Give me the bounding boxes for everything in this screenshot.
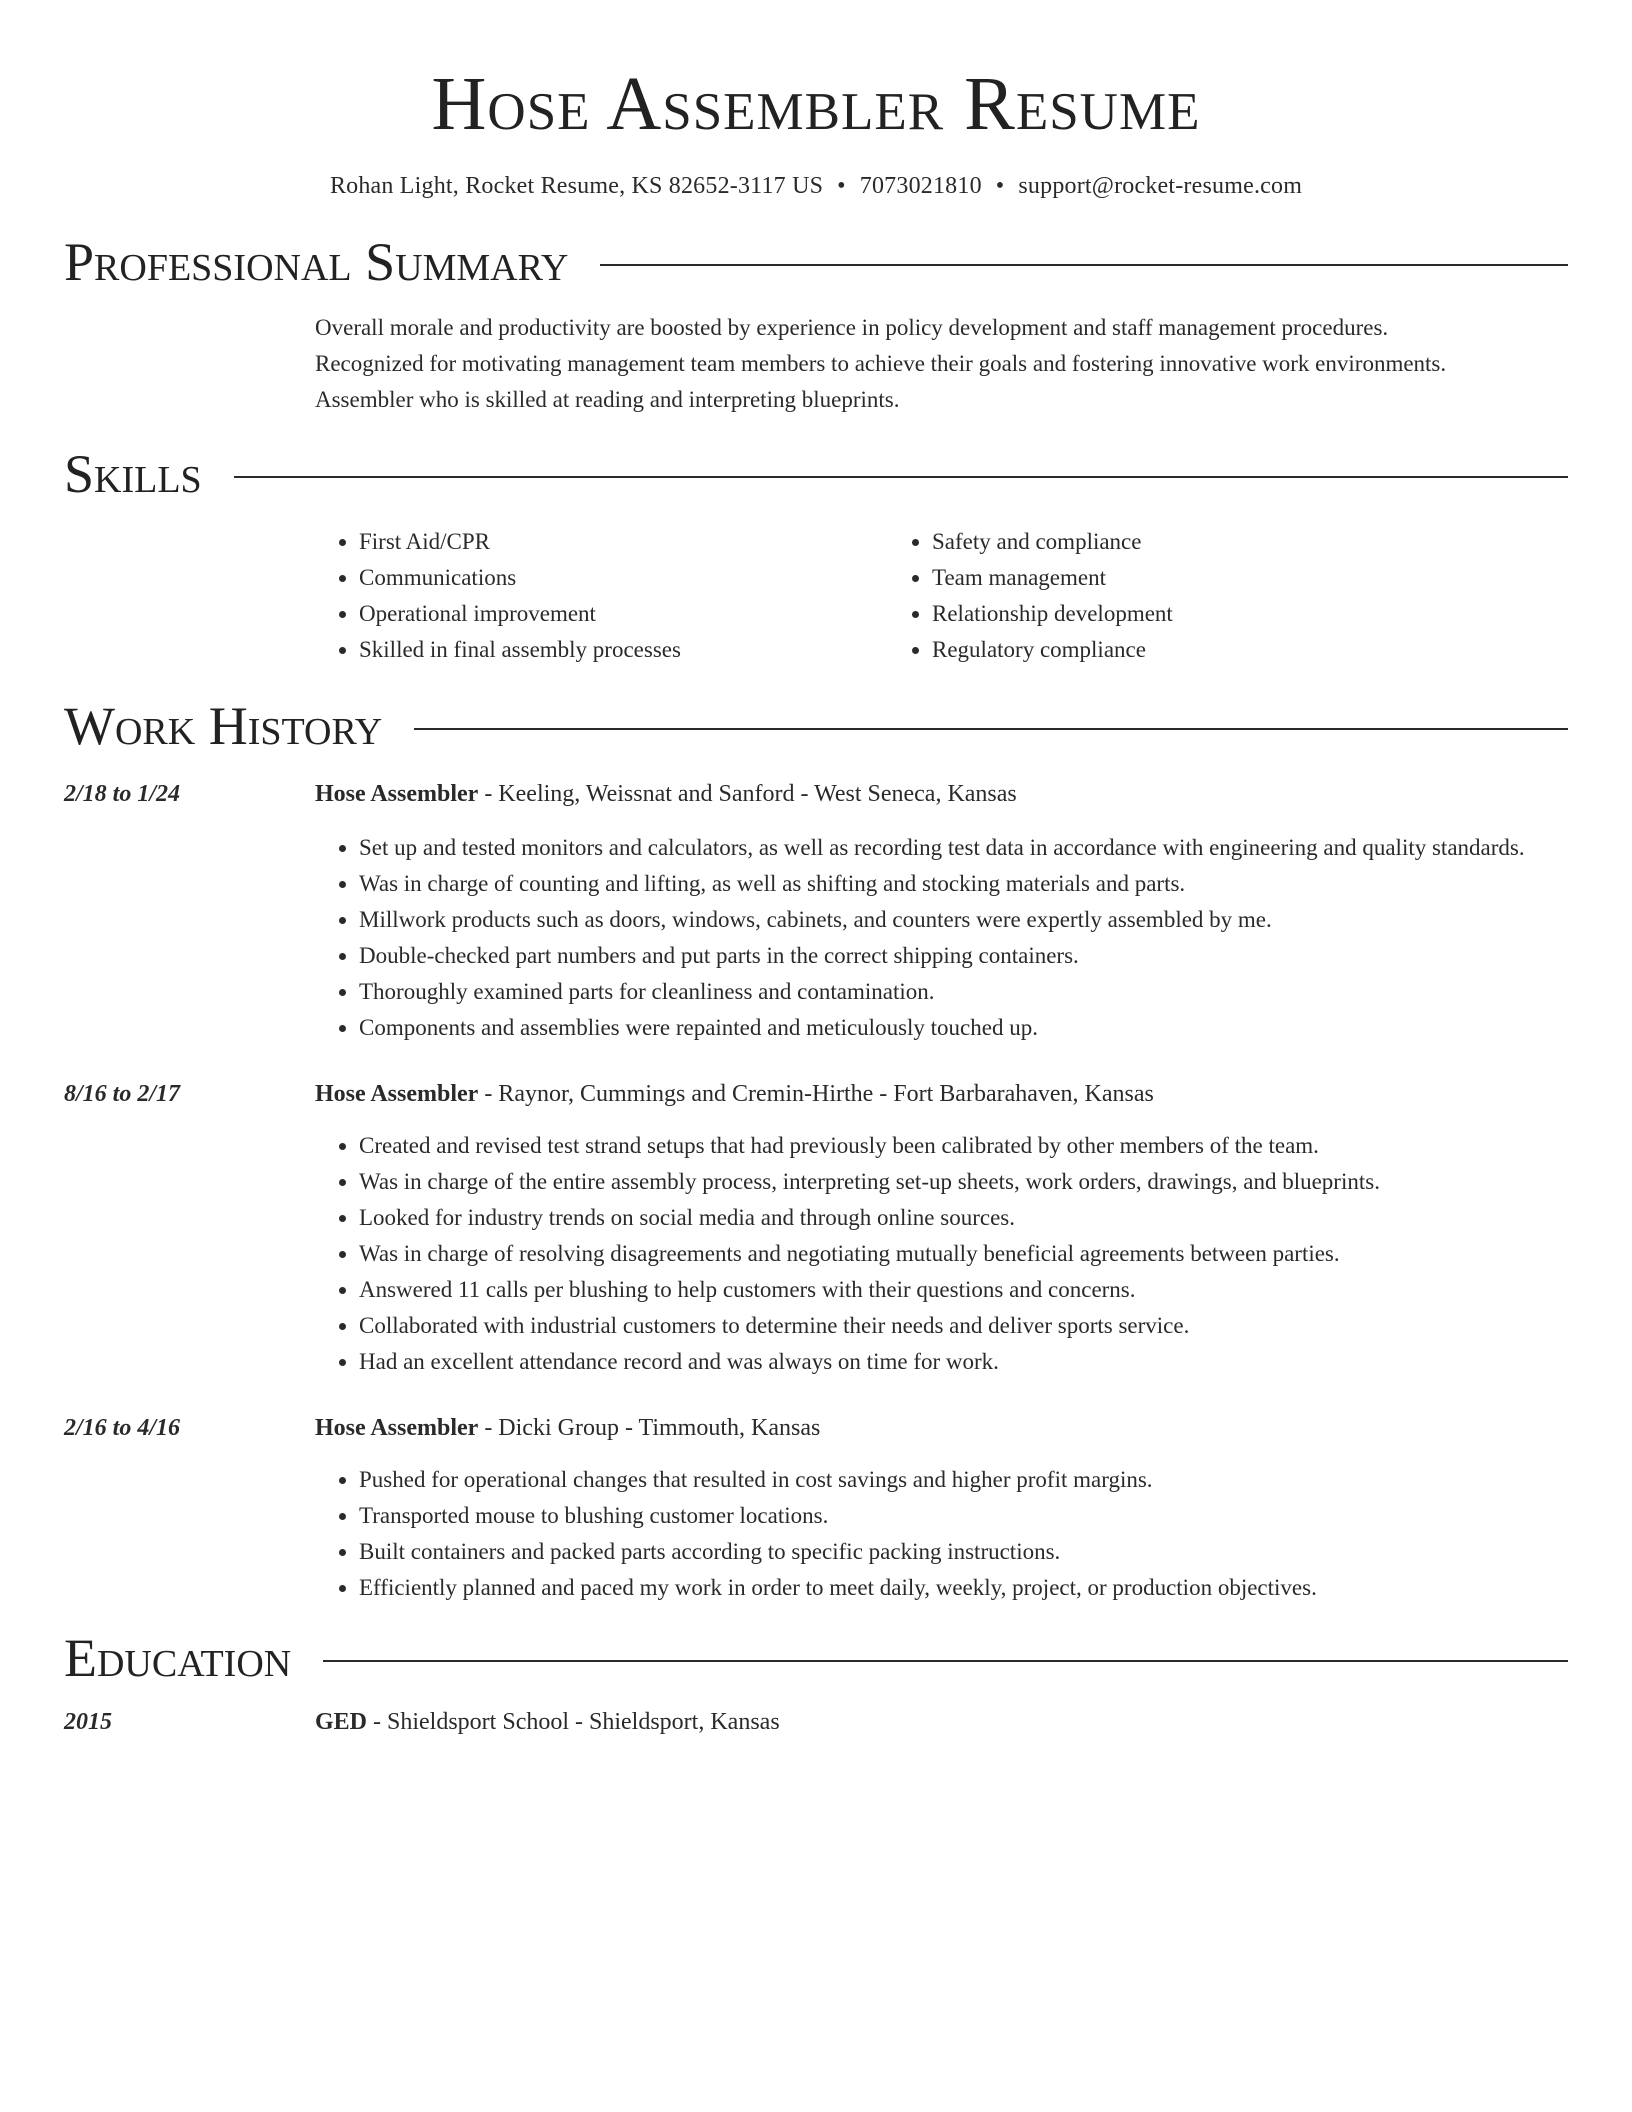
resume-title: Hose Assembler Resume	[431, 62, 1201, 146]
education-school: - Shieldsport School - Shieldsport, Kansas	[367, 1709, 780, 1735]
skill-item: • Safety and compliance	[932, 524, 1432, 560]
job-title: Hose Assembler	[315, 781, 479, 807]
job-bullet: • Efficiently planned and paced my work in order to meet daily, weekly, project, or production objectives.	[359, 1570, 1568, 1606]
education-degree: GED	[315, 1709, 368, 1735]
job-bullets	[315, 1462, 1568, 1606]
job-bullet: • Created and revised test strand setups that had previously been calibrated by other members of the team.	[359, 1128, 1568, 1164]
job-title-line	[315, 1410, 820, 1446]
skills-heading: Skills	[64, 444, 202, 504]
job-dates: 8/16 to 2/17	[64, 1081, 181, 1107]
skill-item: • First Aid/CPR	[359, 524, 932, 560]
job-entry	[64, 1410, 1568, 1606]
education-heading: Education	[64, 1628, 292, 1688]
work-heading: Work History	[64, 696, 383, 756]
job-bullet: • Millwork products such as doors, windows, cabinets, and counters were expertly assembled by me.	[359, 902, 1568, 938]
job-header	[64, 1410, 1568, 1446]
section-divider	[600, 264, 1568, 266]
job-title: Hose Assembler	[315, 1415, 479, 1441]
skill-item: • Team management	[932, 560, 1432, 596]
section-divider	[234, 476, 1568, 478]
skill-item: • Relationship development	[932, 596, 1432, 632]
work-section-header	[64, 694, 1568, 758]
job-bullet: • Looked for industry trends on social media and through online sources.	[359, 1200, 1568, 1236]
section-divider	[323, 1660, 1568, 1662]
job-bullet: • Was in charge of the entire assembly process, interpreting set-up sheets, work orders, drawings, and blueprints.	[359, 1164, 1568, 1200]
skill-item: • Operational improvement	[359, 596, 932, 632]
education-line	[315, 1704, 780, 1740]
job-bullet: • Was in charge of counting and lifting, as well as shifting and stocking materials and parts.	[359, 866, 1568, 902]
job-bullet: • Set up and tested monitors and calculators, as well as recording test data in accordance with engineering and quality standards.	[359, 830, 1568, 866]
job-entry	[64, 1076, 1568, 1380]
contact-separator: •	[995, 173, 1005, 199]
job-entry	[64, 776, 1568, 1046]
skill-item: • Regulatory compliance	[932, 632, 1432, 668]
job-bullet: • Transported mouse to blushing customer locations.	[359, 1498, 1568, 1534]
job-bullet: • Was in charge of resolving disagreements and negotiating mutually beneficial agreements between parties.	[359, 1236, 1568, 1272]
job-header	[64, 1076, 1568, 1112]
contact-phone: 7073021810	[859, 173, 982, 199]
summary-line: Recognized for motivating management team members to achieve their goals and fostering innovative work environments.	[315, 351, 1447, 376]
contact-email: support@rocket-resume.com	[1018, 173, 1303, 199]
job-bullet: • Built containers and packed parts according to specific packing instructions.	[359, 1534, 1568, 1570]
contact-separator: •	[837, 173, 846, 199]
job-bullet: • Had an excellent attendance record and was always on time for work.	[359, 1344, 1568, 1380]
job-bullet: • Components and assemblies were repainted and meticulously touched up.	[359, 1010, 1568, 1046]
summary-heading: Professional Summary	[64, 232, 569, 292]
job-bullets	[315, 1128, 1568, 1380]
resume-page	[64, 0, 1568, 1740]
job-employer: - Dicki Group - Timmouth, Kansas	[478, 1415, 821, 1441]
job-bullets	[315, 830, 1568, 1046]
job-title: Hose Assembler	[315, 1081, 479, 1107]
summary-line: Assembler who is skilled at reading and interpreting blueprints.	[315, 387, 900, 412]
skills-list	[315, 524, 1568, 668]
job-bullet: • Pushed for operational changes that resulted in cost savings and higher profit margins.	[359, 1462, 1568, 1498]
job-title-line	[315, 776, 1017, 812]
job-title-line	[315, 1076, 1154, 1112]
job-employer: - Keeling, Weissnat and Sanford - West Seneca, Kansas	[478, 781, 1017, 807]
skills-section-header	[64, 442, 1568, 506]
contact-address: Rohan Light, Rocket Resume, KS 82652-3117 US	[329, 173, 824, 199]
summary-line: Overall morale and productivity are boosted by experience in policy development and staff management procedures.	[315, 315, 1389, 340]
job-dates: 2/16 to 4/16	[64, 1415, 181, 1441]
skills-column-right	[888, 524, 1432, 668]
summary-section-header	[64, 230, 1568, 294]
job-bullet: • Double-checked part numbers and put parts in the correct shipping containers.	[359, 938, 1568, 974]
education-header	[64, 1704, 1568, 1740]
education-year: 2015	[64, 1709, 112, 1735]
job-header	[64, 776, 1568, 812]
job-employer: - Raynor, Cummings and Cremin-Hirthe - Fort Barbarahaven, Kansas	[478, 1081, 1154, 1107]
job-bullet: • Collaborated with industrial customers to determine their needs and deliver sports service.	[359, 1308, 1568, 1344]
section-divider	[414, 728, 1568, 730]
education-section-header	[64, 1626, 1568, 1690]
skills-column-left	[315, 524, 932, 668]
job-bullet: • Thoroughly examined parts for cleanliness and contamination.	[359, 974, 1568, 1010]
education-entry	[64, 1704, 1568, 1740]
contact-line	[64, 170, 1568, 202]
job-bullet: • Answered 11 calls per blushing to help customers with their questions and concerns.	[359, 1272, 1568, 1308]
job-dates: 2/18 to 1/24	[64, 781, 181, 807]
summary-text	[315, 310, 1568, 418]
skill-item: • Skilled in final assembly processes	[359, 632, 932, 668]
skill-item: • Communications	[359, 560, 932, 596]
